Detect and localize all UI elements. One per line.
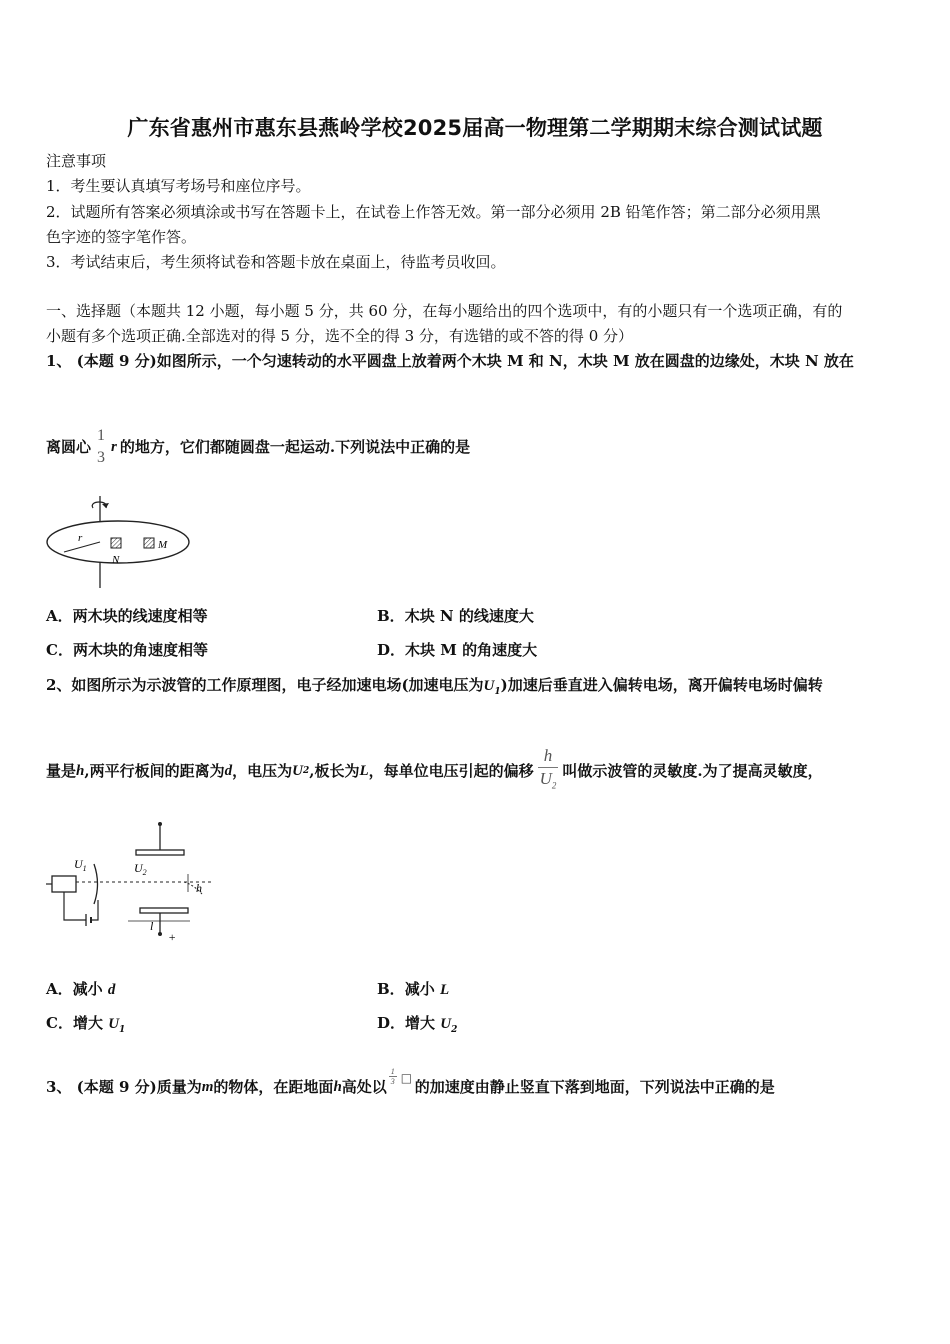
circuit-wire-left	[64, 892, 86, 920]
section-instruction-2: 小题有多个选项正确.全部选对的得 5 分，选不全的得 3 分，有选错的或不答的得 0 分）	[46, 327, 634, 345]
q2-text-2f: 叫做示波管的灵敏度.为了提高灵敏度，	[562, 762, 823, 780]
option-text: 增大	[405, 1014, 436, 1032]
q2-text-1b: )加速后垂直进入偏转电场，离开偏转电场时偏转	[500, 676, 823, 694]
q2-text-1a: 2、如图所示为示波管的工作原理图，电子经加速电场(加速电压为	[46, 676, 484, 694]
q2-var-u2: U	[292, 763, 303, 779]
q1-stem-line-2	[46, 412, 470, 482]
option-text: 两木块的线速度相等	[72, 607, 208, 625]
q2-frac-den	[538, 768, 559, 796]
q3-var-h: h	[333, 1079, 342, 1095]
notice-line-1: 1．考生要认真填写考场号和座位序号。	[46, 177, 311, 195]
option-text: 增大	[72, 1014, 103, 1032]
notice-heading: 注意事项	[46, 152, 107, 170]
fig-label-l: l	[150, 919, 154, 933]
q2-option-d[interactable]	[377, 1012, 457, 1041]
q2-var-h: h	[76, 763, 85, 779]
q3-text-d: 的加速度由静止竖直下落到地面，下列说法中正确的是	[414, 1078, 775, 1096]
q2-stem-line-1	[46, 674, 823, 703]
option-letter: D．	[377, 641, 406, 659]
q1-option-a[interactable]	[46, 605, 208, 627]
q3-acceleration-fraction	[387, 1065, 415, 1109]
option-text: 木块 N 的线速度大	[404, 607, 534, 625]
option-var: U	[108, 1016, 120, 1032]
q1-disc-figure	[44, 492, 194, 590]
anode	[94, 864, 98, 904]
section-instruction-1: 一、选择题（本题共 12 小题，每小题 5 分，共 60 分，在每小题给出的四个选项中，有的小题只有一个选项正确，有的	[46, 302, 843, 320]
q1-fraction	[95, 425, 107, 469]
option-text: 减小	[404, 980, 435, 998]
q3-stem	[46, 1052, 775, 1122]
lower-terminal	[158, 932, 162, 936]
lower-plate	[140, 908, 188, 913]
q2-stem-line-2	[46, 736, 823, 806]
q2-option-c[interactable]	[46, 1012, 125, 1041]
option-letter: B．	[377, 607, 405, 625]
label-n: N	[112, 554, 120, 566]
option-letter: C．	[46, 641, 73, 659]
q3-text-c: 高处以	[341, 1078, 387, 1096]
q3-frac-den: 3	[390, 1077, 395, 1086]
q1-frac-num: 1	[97, 427, 106, 444]
q1-option-c[interactable]	[46, 639, 208, 661]
q3-missing-glyph: □	[400, 1071, 413, 1085]
option-letter: A．	[46, 607, 73, 625]
rotation-arrowhead-icon	[102, 503, 109, 508]
fig-u2-main: U	[134, 861, 143, 875]
q1-option-b[interactable]	[377, 605, 534, 627]
q2-sensitivity-fraction	[538, 745, 559, 796]
option-text: 木块 M 的角速度大	[405, 641, 538, 659]
option-var-sub: 1	[119, 1025, 126, 1035]
q2-oscilloscope-figure	[44, 820, 219, 945]
block-n	[111, 538, 121, 548]
option-var: U	[440, 1016, 452, 1032]
option-letter: A．	[46, 980, 73, 998]
q2-frac-den-var: U	[539, 769, 552, 789]
option-var: L	[439, 982, 450, 998]
q2-option-a[interactable]	[46, 978, 115, 1001]
notice-line-4: 3．考试结束后，考生须将试卷和答题卡放在桌面上，待监考员收回。	[46, 253, 506, 271]
option-var: d	[107, 982, 116, 998]
q2-var-l: L	[359, 763, 369, 779]
option-text: 减小	[72, 980, 103, 998]
electron-gun	[52, 876, 76, 892]
fig-label-h: h	[196, 881, 202, 895]
label-r: r	[78, 532, 83, 544]
q2-text-2d: ,板长为	[309, 762, 360, 780]
page-title: 广东省惠州市惠东县燕岭学校2025届高一物理第二学期期末综合测试试题	[127, 116, 823, 140]
q2-var-u1: U	[483, 678, 495, 694]
fig-label-u1	[74, 857, 87, 873]
option-letter: C．	[46, 1014, 73, 1032]
option-letter: B．	[377, 980, 405, 998]
option-var-sub: 2	[451, 1025, 458, 1035]
q1-text-a: 离圆心	[46, 438, 92, 456]
option-text: 两木块的角速度相等	[72, 641, 208, 659]
q2-text-2e: ，每单位电压引起的偏移	[368, 762, 534, 780]
notice-line-3: 色字迹的签字笔作答。	[46, 228, 197, 246]
q2-var-d: d	[224, 763, 233, 779]
upper-terminal	[158, 822, 162, 826]
q3-text-b: 的物体，在距地面	[213, 1078, 334, 1096]
q2-option-b[interactable]	[377, 978, 449, 1001]
q2-var-u1-sub: 1	[494, 687, 501, 697]
q1-frac-den: 3	[97, 449, 106, 466]
fig-label-plus: +	[168, 930, 177, 944]
q1-var-r: r	[111, 439, 117, 455]
q1-stem-line-1: 1、 (本题 9 分)如图所示，一个匀速转动的水平圆盘上放着两个木块 M 和 N，木块 M 放在圆盘的边缘处，木块 N 放在	[46, 352, 854, 370]
q2-text-2b: ,两平行板间的距离为	[84, 762, 225, 780]
q3-frac-num: 1	[390, 1067, 395, 1076]
upper-plate	[136, 850, 184, 855]
q2-text-2a: 量是	[46, 762, 77, 780]
notice-line-2: 2．试题所有答案必须填涂或书写在答题卡上，在试卷上作答无效。第一部分必须用 2B 铅笔作答；第二部分必须用黑	[46, 203, 821, 221]
fig-u2-sub: 2	[142, 868, 147, 877]
label-m: M	[158, 539, 168, 551]
q2-frac-num: h	[538, 745, 559, 768]
fig-u1-main: U	[74, 857, 83, 871]
q3-var-m: m	[201, 1079, 214, 1095]
q3-frac	[389, 1067, 397, 1086]
fig-u1-sub: 1	[82, 864, 87, 873]
q2-frac-den-sub: 2	[551, 780, 557, 791]
q1-text-b: 的地方，它们都随圆盘一起运动.下列说法中正确的是	[119, 438, 471, 456]
fig-label-u2	[134, 861, 147, 877]
q1-option-d[interactable]	[377, 639, 537, 661]
block-m	[144, 538, 154, 548]
option-letter: D．	[377, 1014, 406, 1032]
q2-text-2c: ，电压为	[232, 762, 293, 780]
q3-text-a: 3、 (本题 9 分)质量为	[46, 1078, 202, 1096]
q2-var-u2-sub: 2	[302, 766, 310, 776]
